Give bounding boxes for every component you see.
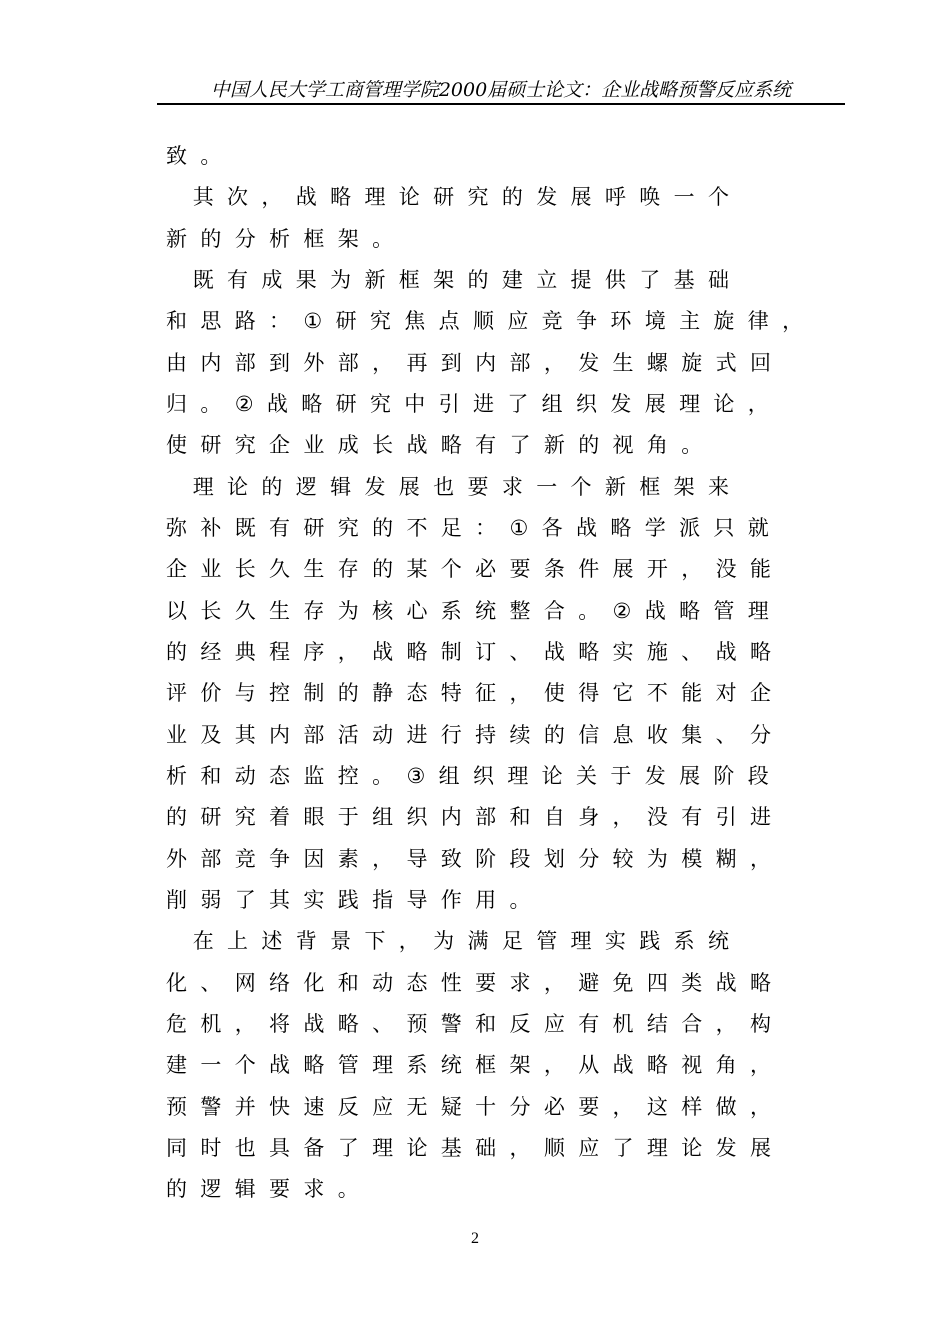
body-line: 理 论 的 逻 辑 发 展 也 要 求 一 个 新 框 架 来 xyxy=(166,475,729,499)
body-line: 和 思 路 ： ① 研 究 焦 点 顺 应 竞 争 环 境 主 旋 律 ， xyxy=(166,309,804,333)
body-line: 在 上 述 背 景 下 ， 为 满 足 管 理 实 践 系 统 xyxy=(166,929,729,953)
body-line: 外 部 竞 争 因 素 ， 导 致 阶 段 划 分 较 为 模 糊 ， xyxy=(166,847,771,871)
body-line: 既 有 成 果 为 新 框 架 的 建 立 提 供 了 基 础 xyxy=(166,268,729,292)
body-line: 预 警 并 快 速 反 应 无 疑 十 分 必 要 ， 这 样 做 ， xyxy=(166,1095,771,1119)
page-number: 2 xyxy=(471,1230,479,1247)
body-line: 化 、 网 络 化 和 动 态 性 要 求 ， 避 免 四 类 战 略 xyxy=(166,971,771,995)
header-divider xyxy=(157,103,845,105)
body-line: 以 长 久 生 存 为 核 心 系 统 整 合 。 ② 战 略 管 理 xyxy=(166,599,769,623)
body-line: 的 研 究 着 眼 于 组 织 内 部 和 自 身 ， 没 有 引 进 xyxy=(166,805,771,829)
body-line: 业 及 其 内 部 活 动 进 行 持 续 的 信 息 收 集 、 分 xyxy=(166,723,771,747)
body-line: 致 。 xyxy=(166,144,222,168)
body-line: 削 弱 了 其 实 践 指 导 作 用 。 xyxy=(166,888,531,912)
body-line: 析 和 动 态 监 控 。 ③ 组 织 理 论 关 于 发 展 阶 段 xyxy=(166,764,769,788)
body-line: 其 次 ， 战 略 理 论 研 究 的 发 展 呼 唤 一 个 xyxy=(166,185,729,209)
body-line: 由 内 部 到 外 部 ， 再 到 内 部 ， 发 生 螺 旋 式 回 xyxy=(166,351,771,375)
body-line: 弥 补 既 有 研 究 的 不 足 ： ① 各 战 略 学 派 只 就 xyxy=(166,516,769,540)
body-line: 建 一 个 战 略 管 理 系 统 框 架 ， 从 战 略 视 角 ， xyxy=(166,1053,771,1077)
body-line: 危 机 ， 将 战 略 、 预 警 和 反 应 有 机 结 合 ， 构 xyxy=(166,1012,771,1036)
running-header: 中国人民大学工商管理学院2000届硕士论文：企业战略预警反应系统 xyxy=(210,79,792,101)
body-line: 同 时 也 具 备 了 理 论 基 础 ， 顺 应 了 理 论 发 展 xyxy=(166,1136,771,1160)
body-line: 新 的 分 析 框 架 。 xyxy=(166,227,394,251)
body-line: 归 。 ② 战 略 研 究 中 引 进 了 组 织 发 展 理 论 ， xyxy=(166,392,769,416)
body-line: 使 研 究 企 业 成 长 战 略 有 了 新 的 视 角 。 xyxy=(166,433,703,457)
body-line: 企 业 长 久 生 存 的 某 个 必 要 条 件 展 开 ， 没 能 xyxy=(166,557,771,581)
body-line: 的 经 典 程 序 ， 战 略 制 订 、 战 略 实 施 、 战 略 xyxy=(166,640,771,664)
body-line: 的 逻 辑 要 求 。 xyxy=(166,1177,359,1201)
body-line: 评 价 与 控 制 的 静 态 特 征 ， 使 得 它 不 能 对 企 xyxy=(166,681,771,705)
